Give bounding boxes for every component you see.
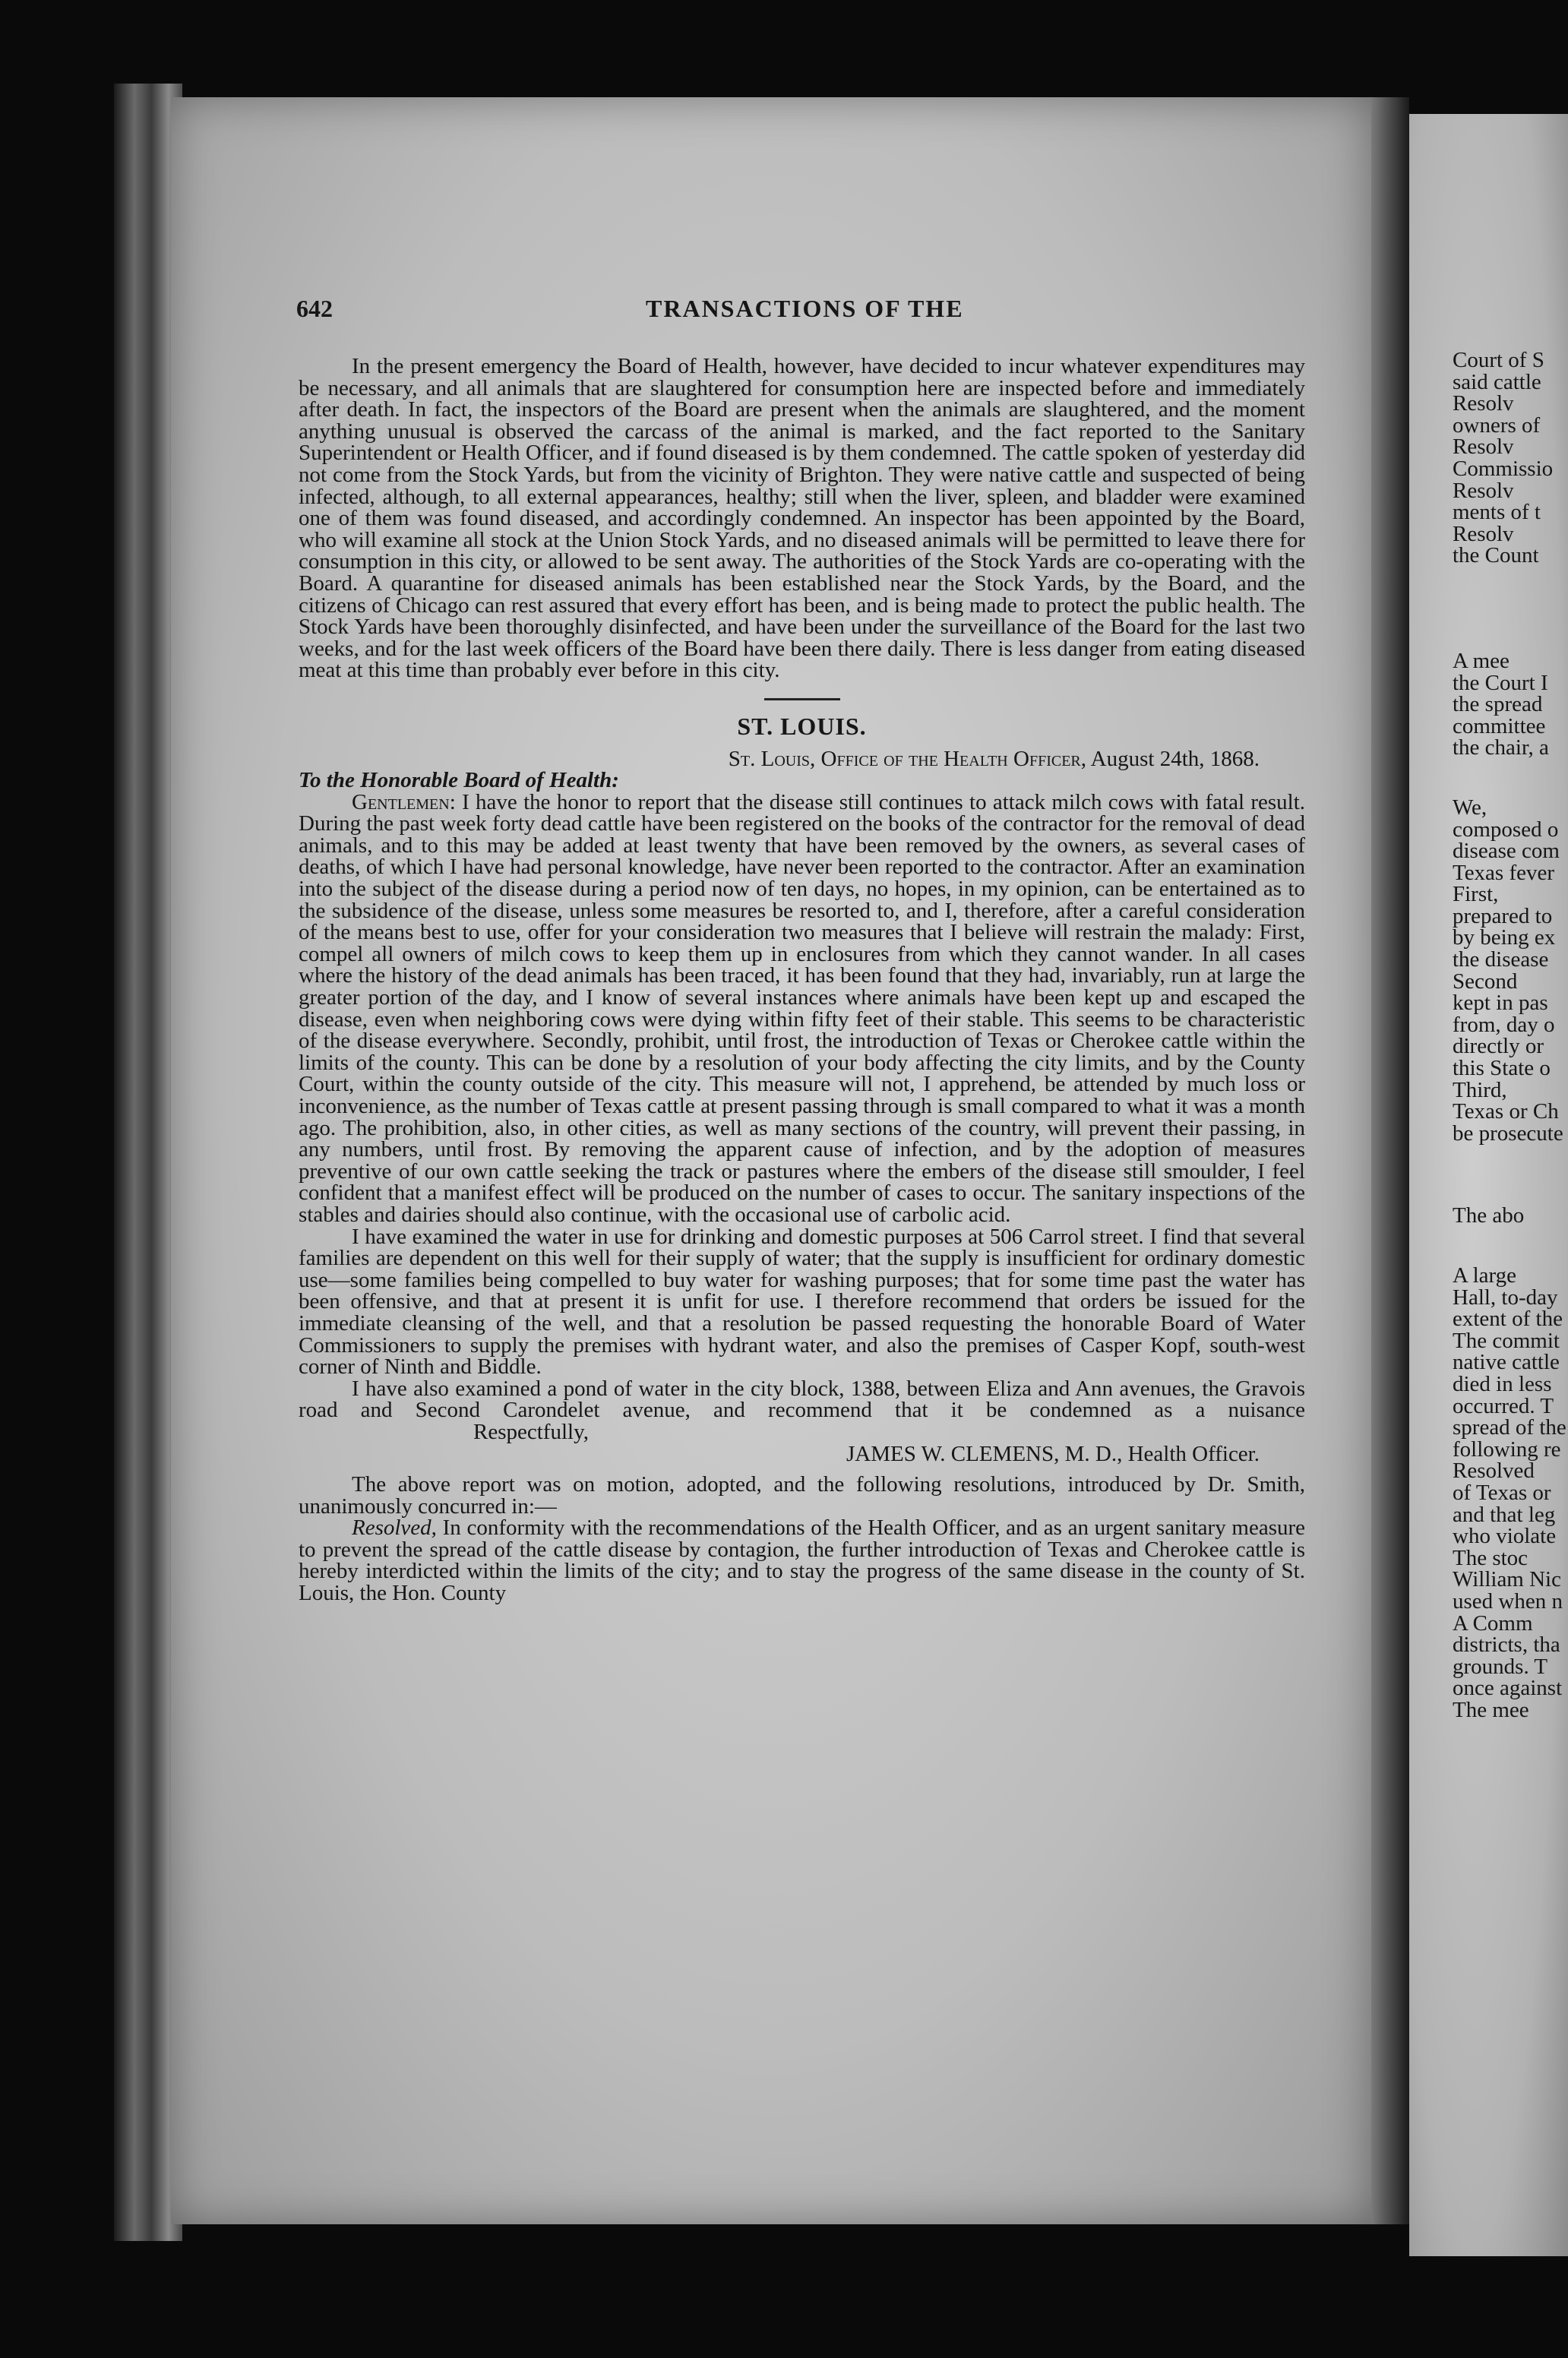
facing-line: owners of (1453, 412, 1541, 438)
facing-line: extent of the (1453, 1307, 1563, 1332)
facing-line: A large (1453, 1263, 1517, 1288)
facing-line: ments of t (1453, 500, 1541, 525)
salutation: To the Honorable Board of Health: (299, 768, 619, 793)
page-number: 642 (296, 295, 333, 322)
facing-line: kept in pas (1453, 991, 1548, 1016)
pond-text: I have also examined a pond of water in the city block, 1388, between Eliza and Ann avenues, the Gravois road and Second Carondelet avenue, and recommend that it be condemned as a nuisance (299, 1376, 1305, 1423)
facing-line: the Court I (1453, 670, 1548, 695)
dateline (299, 748, 1260, 770)
signature: JAMES W. CLEMENS, M. D., Health Officer. (846, 1441, 1260, 1466)
running-title: TRANSACTIONS OF THE (646, 295, 964, 322)
facing-line: of Texas or (1453, 1480, 1551, 1505)
page-gutter (1371, 97, 1409, 2224)
adoption-paragraph: The above report was on motion, adopted, and the following resolutions, introduced by Dr. Smith, unanimously concurred in:— (299, 1472, 1305, 1519)
facing-line: Commissio (1453, 456, 1554, 481)
facing-line: native cattle (1453, 1350, 1560, 1375)
facing-line: William Nic (1453, 1567, 1561, 1592)
facing-line: Hall, to-day (1453, 1285, 1558, 1310)
facing-line: Resolv (1453, 478, 1514, 503)
facing-line: grounds. T (1453, 1654, 1548, 1679)
section-divider (764, 698, 840, 700)
resolution-text: In conformity with the recommendations of the Health Officer, and as an urgent sanitary measure to prevent the spread of the cattle disease by contagion, the further introduction of Texas and Cherokee cattle is hereby interdicted within the limits of the city; and to stay the progress of the same disease in the county of St. Louis, the Hon. County (299, 1516, 1306, 1606)
facing-line: spread of the (1453, 1415, 1566, 1440)
respectfully: Respectfully, (473, 1419, 589, 1444)
facing-line: Texas fever (1453, 860, 1555, 885)
facing-line: Second (1453, 969, 1518, 994)
water-paragraph: I have examined the water in use for drinking and domestic purposes at 506 Carrol street. I find that several families are dependent on this well for their supply of water; that the supply is insufficient for ordinary domestic use—some families being compelled to buy water for washing purposes; that for some time past the water has been offensive, and that at present it is unfit for use. I therefore recommend that orders be issued for the immediate cleansing of the well, and that a resolution be passed requesting the honorable Board of Water Commissioners to supply the premises with hydrant water, and also the premises of Casper Kopf, south-west corner of Ninth and Biddle. (299, 1224, 1305, 1380)
resolution-paragraph (299, 1517, 1305, 1604)
facing-line: the disease (1453, 947, 1549, 972)
facing-line: Resolv (1453, 521, 1514, 546)
facing-line: Texas or Ch (1453, 1099, 1559, 1124)
facing-line: and that leg (1453, 1502, 1556, 1527)
pond-paragraph (299, 1378, 1305, 1443)
facing-block-c (1453, 797, 1568, 1145)
facing-page-text (1453, 349, 1568, 1721)
facing-line: First, (1453, 882, 1499, 907)
facing-line: Third, (1453, 1077, 1507, 1102)
facing-line: A Comm (1453, 1610, 1533, 1636)
facing-line: this State o (1453, 1056, 1551, 1081)
facing-line: who violate (1453, 1524, 1557, 1549)
gentlemen-salutation: Gentlemen: (352, 789, 456, 814)
report-paragraph (299, 789, 1306, 1227)
facing-line: died in less (1453, 1371, 1552, 1396)
facing-line: the spread (1453, 692, 1543, 717)
facing-line: the chair, a (1453, 735, 1549, 760)
facing-line: directly or (1453, 1034, 1544, 1059)
facing-line: following re (1453, 1437, 1561, 1462)
facing-line: A mee (1453, 648, 1510, 673)
chicago-paragraph: In the present emergency the Board of Health, however, have decided to incur whatever expenditures may be necessary, and all animals that are slaughtered for consumption here are inspected before and immediately after death. In fact, the inspectors of the Board are present when the animals are slaughtered, and the moment anything unusual is observed the carcass of the animal is marked, and the fact reported to the Sanitary Superintendent or Health Officer, and if found diseased is by them condemned. The cattle spoken of yesterday did not come from the Stock Yards, but from the vicinity of Brighton. They were native cattle and suspected of being infected, although, to all external appearances, healthy; still when the liver, spleen, and bladder were examined one of them was found diseased, and accordingly condemned. An inspector has been appointed by the Board, who will examine all stock at the Union Stock Yards, and no diseased animals will be permitted to leave there for consumption in this city, or allowed to be sent away. The authorities of the Stock Yards are co-operating with the Board. A quarantine for diseased animals has been established near the Stock Yards, by the Board, and the citizens of Chicago can rest assured that every effort has been, and is being made to protect the public health. The Stock Yards have been thoroughly disinfected, and have been under the surveillance of the Board for the last two weeks, and for the last week officers of the Board have been there daily. There is less danger from eating diseased meat at this time than probably ever before in this city. (299, 354, 1305, 683)
facing-line: prepared to (1453, 903, 1553, 928)
facing-line: Resolv (1453, 391, 1514, 416)
facing-line: Court of S (1453, 349, 1544, 372)
resolved-word: Resolved, (352, 1516, 437, 1541)
facing-line: The stoc (1453, 1545, 1528, 1570)
facing-block-d (1453, 1205, 1568, 1227)
facing-block-e (1453, 1265, 1568, 1721)
facing-line: We, (1453, 795, 1487, 820)
facing-line: used when n (1453, 1588, 1563, 1614)
facing-line: once against (1453, 1676, 1563, 1701)
facing-line: said cattle (1453, 369, 1541, 394)
report-text: I have the honor to report that the disease still continues to attack milch cows with fatal result. During the past week forty dead cattle have been registered on the books of the contractor for the removal of dead animals, and to this may be added at least twenty that have been removed by the owners, as several cases of deaths, of which I have had personal knowledge, have never been reported to the contractor. After an examination into the subject of the disease during a period now of ten days, no hopes, in my opinion, can be entertained as to the subsidence of the disease, unless some measures be resorted to, and I, therefore, after a careful consideration of the means best to use, offer for your consideration two measures that I believe will restrain the malady: First, compel all owners of milch cows to keep them up in enclosures from which they cannot wander. In all cases where the history of the dead animals has been traced, it has been found that they had, invariably, run at large the greater portion of the day, and I know of several instances where animals have been kept up and escaped the disease, even when neighboring cows were dying within fifty feet of their stable. This seems to be characteristic of the disease everywhere. Secondly, prohibit, until frost, the introduction of Texas or Cherokee cattle within the limits of the county. This can be done by a resolution of your body affecting the city limits, and by the County Court, within the county outside of the city. This measure will not, I apprehend, be attended by much loss or inconvenience, as the number of Texas cattle at present passing through is small compared to what it was a month ago. The prohibition, also, in other cities, as well as many sections of the country, will prevent their passing, in any numbers, until frost. By removing the apparent cause of infection, and by the adoption of measures preventive of our own cattle seeking the track or pastures where the embers of the disease still smoulder, I feel confident that a manifest effect will be produced on the number of cases to occur. The sanitary inspections of the stables and dairies should also continue, with the occasional use of carbolic acid. (299, 789, 1306, 1227)
running-head (296, 295, 1307, 328)
dateline-place: St. Louis, Office of the Health Officer, (728, 746, 1086, 771)
facing-line: districts, tha (1453, 1633, 1560, 1658)
facing-line: The commit (1453, 1328, 1560, 1353)
facing-line: The mee (1453, 1697, 1529, 1721)
facing-line: Resolved (1453, 1459, 1535, 1484)
dateline-date: August 24th, 1868. (1090, 746, 1260, 771)
facing-line: Resolv (1453, 435, 1514, 460)
facing-line: disease com (1453, 839, 1560, 864)
facing-line: The abo (1453, 1203, 1525, 1228)
facing-line: committee (1453, 713, 1546, 738)
facing-block-b (1453, 650, 1568, 759)
facing-line: occurred. T (1453, 1393, 1554, 1418)
facing-line: the Count (1453, 543, 1539, 568)
facing-line: be prosecute (1453, 1121, 1563, 1146)
facing-block-a (1453, 349, 1568, 567)
facing-line: from, day o (1453, 1012, 1555, 1037)
facing-line: by being ex (1453, 925, 1556, 950)
section-title: ST. LOUIS. (737, 712, 867, 740)
article-body (299, 356, 1305, 1604)
facing-line: composed o (1453, 817, 1559, 842)
